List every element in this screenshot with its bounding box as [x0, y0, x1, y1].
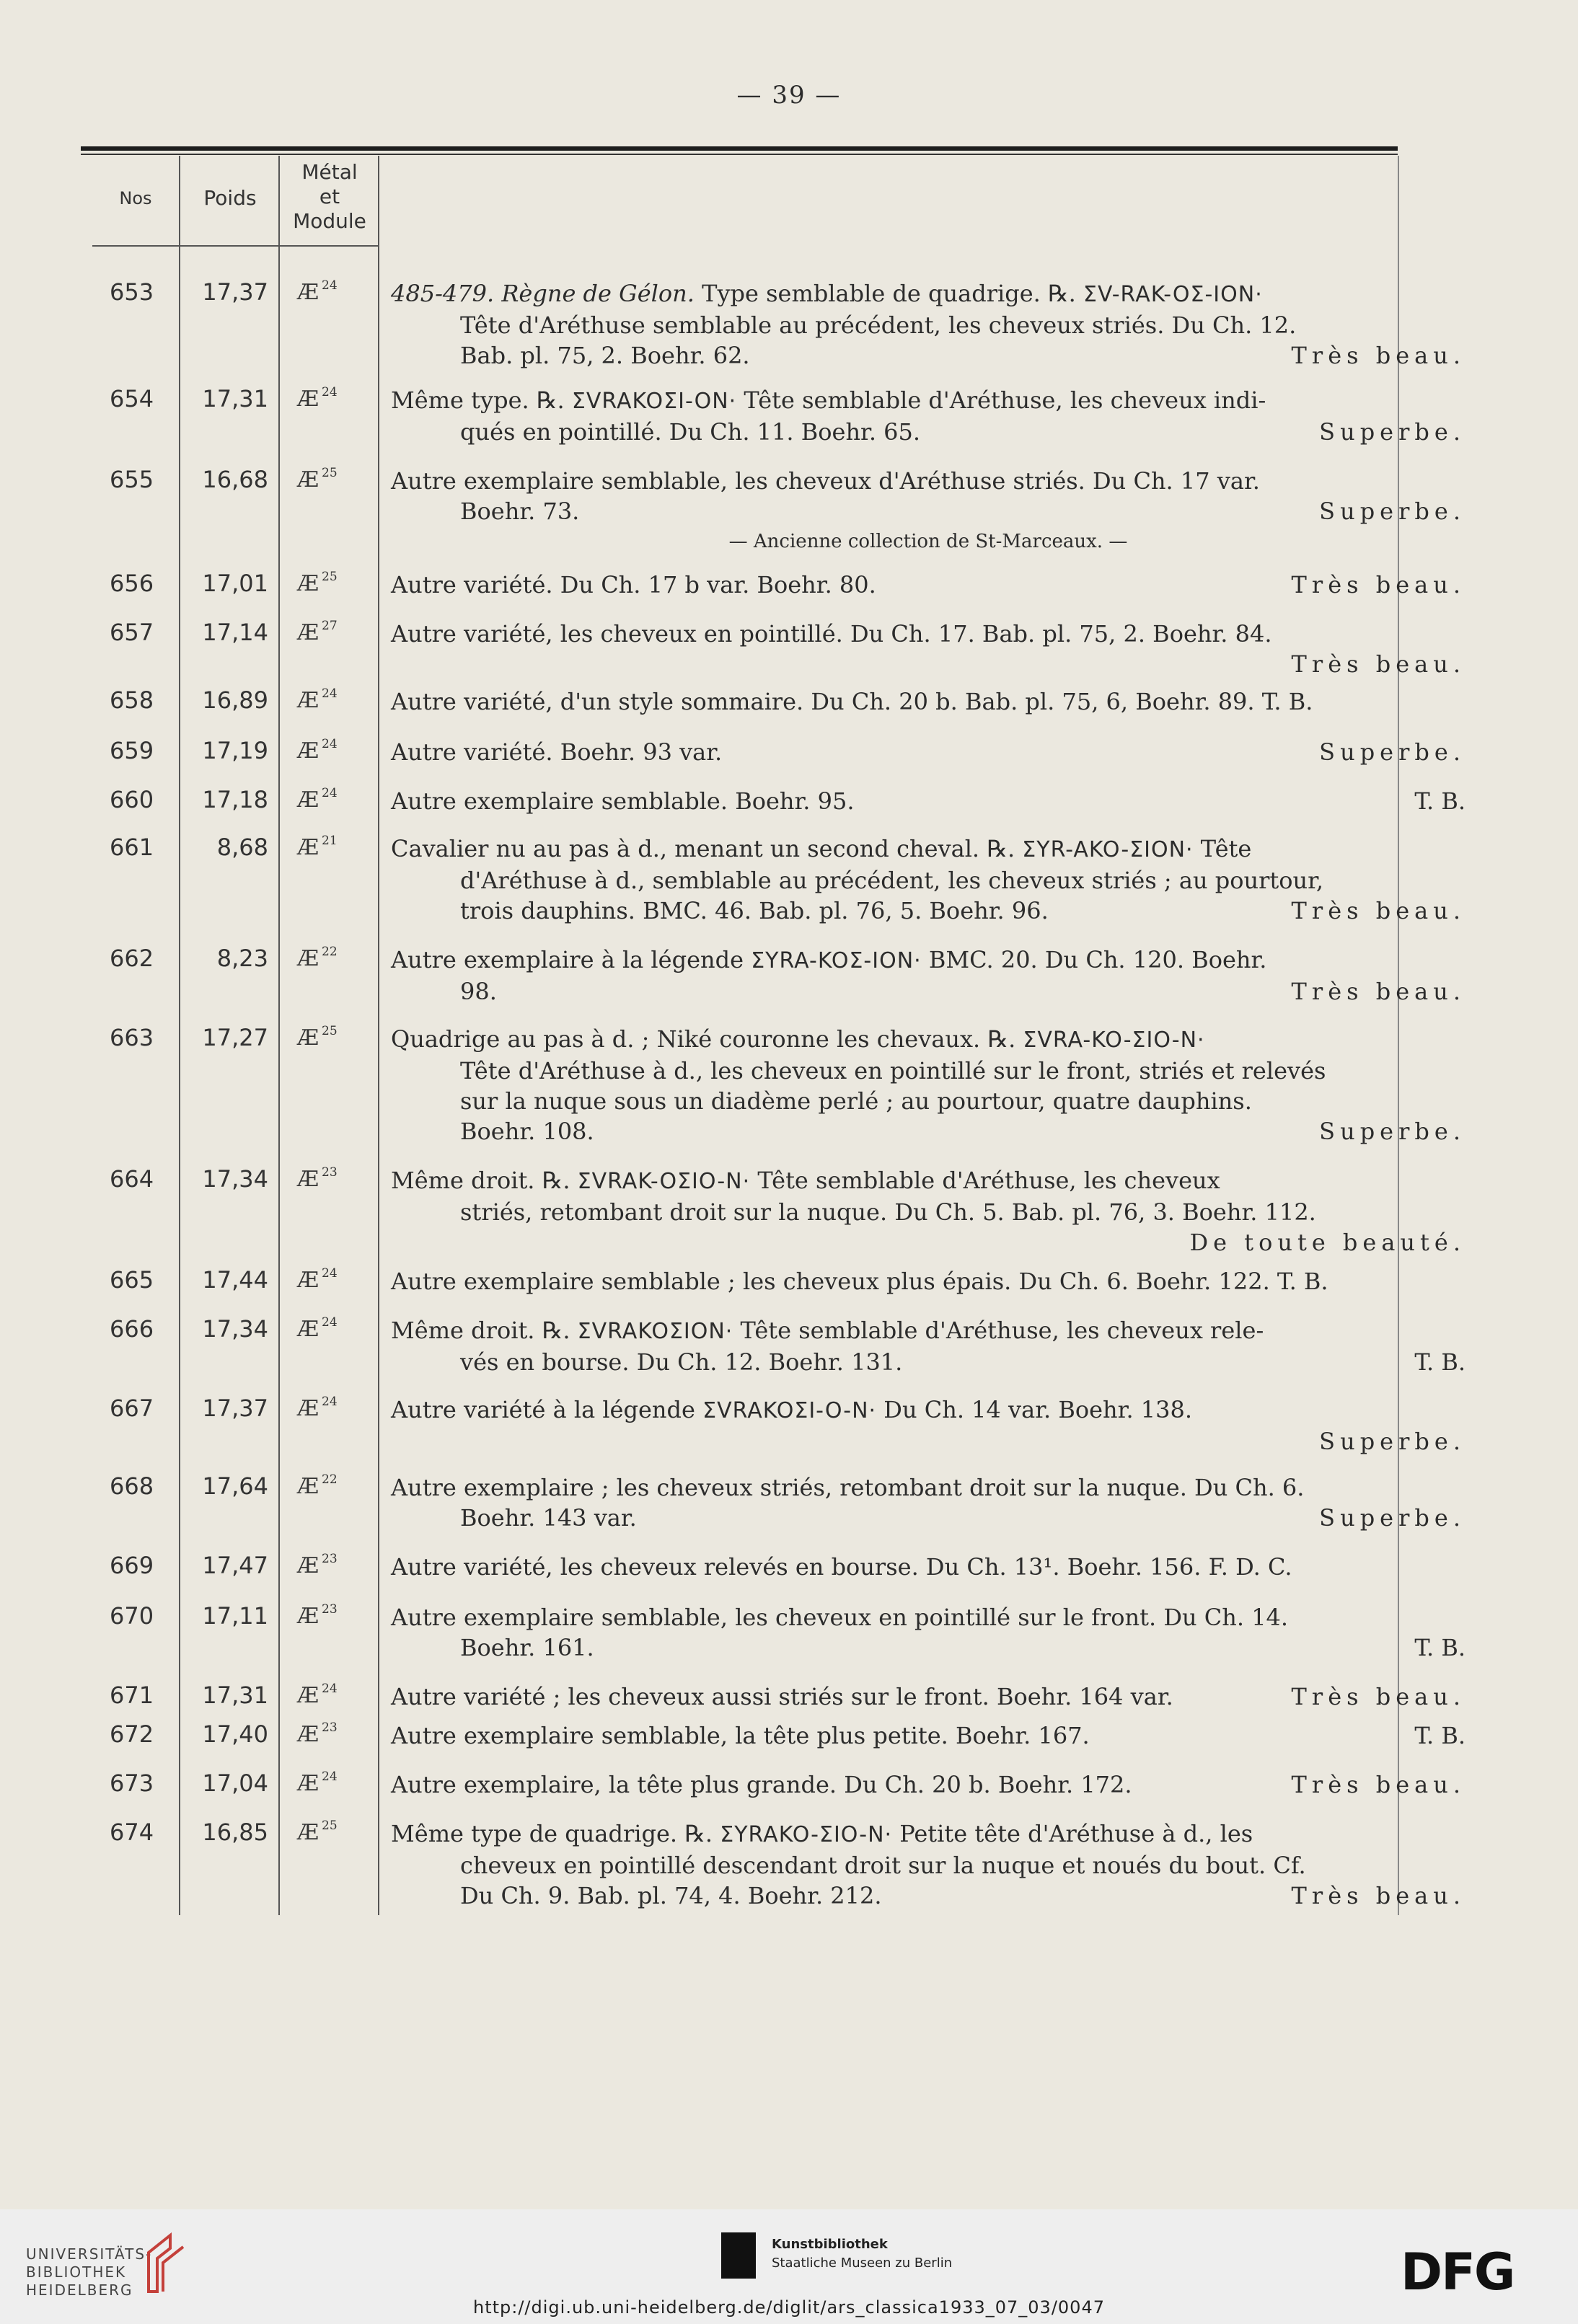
entry-number: 656 — [110, 570, 154, 597]
source-url-link[interactable]: http://digi.ub.uni-heidelberg.de/diglit/ars_classica1933_07_03/0047 — [472, 2297, 1105, 2318]
grade: Superbe. — [1319, 498, 1465, 525]
logo-text-line: HEIDELBERG — [26, 2281, 133, 2299]
coin-legend: ΣVRAKOΣION· — [577, 1319, 733, 1344]
desc-text: Même droit. ℞. — [391, 1167, 578, 1194]
provenance-note: — Ancienne collection de St-Marceaux. — — [728, 531, 1128, 552]
entry-metal — [297, 1552, 362, 1578]
entry-description — [391, 1395, 1465, 1457]
coin-legend: ΣVRA-KO-ΣIO-N· — [1023, 1028, 1205, 1053]
entry-weight: 17,44 — [202, 1266, 268, 1294]
metal-symbol: Æ — [297, 1722, 319, 1747]
desc-text: Boehr. 161. — [460, 1634, 594, 1661]
desc-text: Autre variété. Du Ch. 17 b var. Boehr. 80. — [391, 571, 876, 598]
column-divider — [378, 156, 379, 1915]
grade: Très beau. — [1291, 342, 1465, 369]
top-rule-thin — [81, 154, 1398, 155]
desc-text: Du Ch. 9. Bab. pl. 74, 4. Boehr. 212. — [460, 1882, 882, 1909]
module-size: 23 — [322, 1552, 338, 1566]
entry-weight: 16,89 — [202, 686, 268, 714]
entry-number: 670 — [110, 1602, 154, 1630]
module-size: 23 — [322, 1720, 338, 1735]
header-nos: Nos — [119, 188, 152, 208]
metal-symbol: Æ — [297, 620, 319, 645]
entry-number: 668 — [110, 1472, 154, 1500]
desc-line: Autre variété, d'un style sommaire. Du Ch. 20 b. Bab. pl. 75, 6, Boehr. 89. T. B. — [391, 688, 1313, 715]
entry-description — [391, 1819, 1465, 1911]
university-emblem-icon — [141, 2231, 192, 2296]
entry-weight: 17,47 — [202, 1552, 268, 1579]
entry-number: 666 — [110, 1315, 154, 1343]
entry-number: 673 — [110, 1769, 154, 1797]
entry-metal — [297, 1266, 362, 1293]
grade: Très beau. — [1291, 897, 1465, 924]
metal-symbol: Æ — [297, 1820, 319, 1845]
coin-legend: ΣVRAK-OΣIO-N· — [577, 1169, 751, 1194]
entry-weight: 17,40 — [202, 1720, 268, 1748]
entry-metal — [297, 686, 362, 713]
entry-weight: 17,34 — [202, 1315, 268, 1343]
desc-text: Même type de quadrige. ℞. — [391, 1820, 720, 1847]
entry-weight: 16,85 — [202, 1819, 268, 1846]
desc-text: Petite tête d'Aréthuse à d., les — [892, 1820, 1253, 1847]
metal-symbol: Æ — [297, 1604, 319, 1629]
entry-metal — [297, 385, 362, 412]
entry-number: 661 — [110, 834, 154, 861]
desc-text: BMC. 20. Du Ch. 120. Boehr. — [921, 946, 1267, 973]
desc-line: Autre exemplaire semblable ; les cheveux plus épais. Du Ch. 6. Boehr. 122. T. B. — [391, 1268, 1328, 1295]
header-poids: Poids — [203, 186, 257, 210]
desc-text: Tête — [1193, 835, 1252, 862]
footer-bar — [0, 2209, 1578, 2324]
entry-description — [391, 1682, 1465, 1712]
desc-text: Quadrige au pas à d. ; Niké couronne les chevaux. ℞. — [391, 1025, 1023, 1053]
entry-description — [391, 1266, 1465, 1296]
university-library-logo[interactable] — [26, 2245, 152, 2299]
entry-description — [391, 737, 1465, 767]
desc-line: d'Aréthuse à d., semblable au précédent, les cheveux striés ; au pourtour, — [460, 867, 1324, 894]
entry-description — [391, 834, 1465, 926]
entry-metal — [297, 1819, 362, 1845]
module-size: 25 — [322, 1024, 338, 1038]
module-size: 25 — [322, 1819, 338, 1833]
dfg-logo[interactable]: DFG — [1401, 2243, 1515, 2302]
metal-symbol: Æ — [297, 467, 319, 492]
entry-description — [391, 1720, 1465, 1751]
entry-metal — [297, 1165, 362, 1192]
logo-text-line: UNIVERSITÄTS- — [26, 2245, 153, 2263]
desc-line: sur la nuque sous un diadème perlé ; au pourtour, quatre dauphins. — [460, 1087, 1252, 1115]
desc-text: 98. — [460, 978, 497, 1005]
logo-text-line: BIBLIOTHEK — [26, 2263, 127, 2281]
entry-weight: 17,64 — [202, 1472, 268, 1500]
column-divider — [278, 156, 280, 1915]
header-metal — [281, 160, 378, 234]
module-size: 25 — [322, 466, 338, 480]
desc-text: Autre exemplaire à la légende — [391, 946, 751, 973]
metal-symbol: Æ — [297, 738, 319, 764]
module-size: 24 — [322, 1682, 338, 1696]
entry-number: 660 — [110, 786, 154, 813]
desc-line: Tête d'Aréthuse semblable au précédent, les cheveux striés. Du Ch. 12. — [460, 312, 1297, 339]
module-size: 24 — [322, 1315, 338, 1330]
metal-symbol: Æ — [297, 280, 319, 305]
metal-symbol: Æ — [297, 1683, 319, 1708]
module-size: 24 — [322, 786, 338, 800]
desc-text: Boehr. 73. — [460, 498, 580, 525]
desc-text: Tête semblable d'Aréthuse, les cheveux indi- — [736, 386, 1266, 414]
entry-weight: 17,37 — [202, 278, 268, 306]
entry-number: 672 — [110, 1720, 154, 1748]
desc-line: Autre exemplaire ; les cheveux striés, retombant droit sur la nuque. Du Ch. 6. — [391, 1474, 1305, 1501]
entry-metal — [297, 1602, 362, 1629]
entry-description — [391, 466, 1465, 557]
desc-line: Autre variété, les cheveux en pointillé. Du Ch. 17. Bab. pl. 75, 2. Boehr. 84. — [391, 620, 1272, 648]
entry-metal — [297, 570, 362, 596]
entry-description — [391, 1472, 1465, 1533]
coin-legend: ΣYRAKO-ΣIO-N· — [720, 1822, 893, 1847]
metal-symbol: Æ — [297, 1268, 319, 1293]
module-size: 22 — [322, 1472, 338, 1487]
metal-symbol: Æ — [297, 688, 319, 713]
entry-description — [391, 686, 1465, 717]
desc-line: Autre exemplaire semblable, les cheveux d'Aréthuse striés. Du Ch. 17 var. — [391, 467, 1260, 495]
entry-number: 659 — [110, 737, 154, 764]
entry-description — [391, 278, 1465, 371]
entry-number: 653 — [110, 278, 154, 306]
module-size: 21 — [322, 834, 338, 848]
entry-metal — [297, 1024, 362, 1051]
header-metal-line2: et — [319, 185, 340, 208]
module-size: 24 — [322, 686, 338, 701]
desc-line: Tête d'Aréthuse à d., les cheveux en pointillé sur le front, striés et relevés — [460, 1057, 1326, 1084]
metal-symbol: Æ — [297, 946, 319, 971]
grade: T. B. — [1414, 787, 1465, 815]
entry-number: 671 — [110, 1682, 154, 1709]
entry-description — [391, 1165, 1465, 1258]
entry-metal — [297, 737, 362, 764]
kunstbibliothek-label — [772, 2235, 952, 2273]
entry-description — [391, 570, 1465, 600]
entry-metal — [297, 619, 362, 645]
grade: Très beau. — [1291, 1683, 1465, 1710]
desc-text: Bab. pl. 75, 2. Boehr. 62. — [460, 342, 750, 369]
entry-description — [391, 945, 1465, 1007]
grade: T. B. — [1414, 1348, 1465, 1376]
metal-symbol: Æ — [297, 571, 319, 596]
grade: T. B. — [1414, 1634, 1465, 1661]
entry-description — [391, 1552, 1465, 1582]
entry-metal — [297, 1682, 362, 1708]
grade: T. B. — [1414, 1722, 1465, 1749]
desc-text: Autre variété à la légende — [391, 1396, 703, 1423]
desc-text: Même type. ℞. — [391, 386, 572, 414]
entry-weight: 17,31 — [202, 1682, 268, 1709]
metal-symbol: Æ — [297, 1317, 319, 1342]
desc-text: 485-479. Règne de Gélon. — [391, 280, 695, 307]
entry-metal — [297, 1472, 362, 1499]
desc-text: trois dauphins. BMC. 46. Bab. pl. 76, 5. Boehr. 96. — [460, 897, 1049, 924]
module-size: 24 — [322, 1266, 338, 1281]
entry-number: 658 — [110, 686, 154, 714]
desc-text: Autre variété. Boehr. 93 var. — [391, 738, 723, 766]
grade: Superbe. — [1319, 1118, 1465, 1145]
module-size: 24 — [322, 737, 338, 751]
entry-metal — [297, 1315, 362, 1342]
metal-symbol: Æ — [297, 1167, 319, 1192]
entry-number: 663 — [110, 1024, 154, 1051]
entry-weight: 17,18 — [202, 786, 268, 813]
entry-weight: 8,23 — [216, 945, 268, 972]
page-number: — 39 — — [736, 81, 842, 110]
desc-text: Même droit. ℞. — [391, 1317, 578, 1344]
desc-text: Autre exemplaire semblable. Boehr. 95. — [391, 787, 855, 815]
entry-number: 664 — [110, 1165, 154, 1193]
desc-text: Tête semblable d'Aréthuse, les cheveux rele- — [733, 1317, 1264, 1344]
coin-legend: ΣYRA-KOΣ-ION· — [751, 948, 922, 973]
desc-text: qués en pointillé. Du Ch. 11. Boehr. 65. — [460, 418, 921, 446]
grade: Superbe. — [1319, 1428, 1465, 1455]
entry-number: 662 — [110, 945, 154, 972]
entry-description — [391, 1024, 1465, 1146]
metal-symbol: Æ — [297, 1771, 319, 1796]
metal-symbol: Æ — [297, 787, 319, 813]
desc-text: Autre exemplaire, la tête plus grande. Du Ch. 20 b. Boehr. 172. — [391, 1771, 1132, 1798]
desc-text: Type semblable de quadrige. ℞. — [694, 280, 1084, 307]
desc-text: Boehr. 143 var. — [460, 1504, 637, 1532]
entry-weight: 17,04 — [202, 1769, 268, 1797]
entry-weight: 17,34 — [202, 1165, 268, 1193]
module-size: 24 — [322, 385, 338, 399]
grade: Superbe. — [1319, 418, 1465, 446]
entry-weight: 17,37 — [202, 1395, 268, 1422]
metal-symbol: Æ — [297, 1474, 319, 1499]
module-size: 24 — [322, 1769, 338, 1784]
grade: Très beau. — [1291, 1771, 1465, 1798]
entry-weight: 17,11 — [202, 1602, 268, 1630]
desc-text: Cavalier nu au pas à d., menant un second cheval. ℞. — [391, 835, 1023, 862]
entry-number: 654 — [110, 385, 154, 412]
module-size: 23 — [322, 1602, 338, 1617]
metal-symbol: Æ — [297, 1553, 319, 1578]
desc-text: vés en bourse. Du Ch. 12. Boehr. 131. — [460, 1348, 903, 1376]
desc-line: cheveux en pointillé descendant droit sur la nuque et noués du bout. Cf. — [460, 1852, 1306, 1879]
grade: Superbe. — [1319, 1504, 1465, 1532]
entry-number: 667 — [110, 1395, 154, 1422]
entry-metal — [297, 1720, 362, 1747]
header-metal-line1: Métal — [301, 160, 358, 184]
desc-text: Boehr. 108. — [460, 1118, 594, 1145]
entry-weight: 17,01 — [202, 570, 268, 597]
grade: Très beau. — [1291, 571, 1465, 598]
header-metal-line3: Module — [293, 209, 366, 233]
desc-text: Tête semblable d'Aréthuse, les cheveux — [750, 1167, 1220, 1194]
header-underline — [180, 245, 278, 247]
entry-weight: 16,68 — [202, 466, 268, 493]
module-size: 25 — [322, 570, 338, 584]
entry-number: 674 — [110, 1819, 154, 1846]
entry-weight: 17,27 — [202, 1024, 268, 1051]
entry-description — [391, 385, 1465, 447]
metal-symbol: Æ — [297, 386, 319, 412]
module-size: 24 — [322, 1395, 338, 1409]
entry-metal — [297, 1769, 362, 1796]
metal-symbol: Æ — [297, 1025, 319, 1051]
entry-description — [391, 1315, 1465, 1377]
metal-symbol: Æ — [297, 835, 319, 860]
entry-weight: 8,68 — [216, 834, 268, 861]
entry-metal — [297, 278, 362, 305]
kb-name: Kunstbibliothek — [772, 2237, 888, 2252]
desc-line: Autre variété, les cheveux relevés en bourse. Du Ch. 13¹. Boehr. 156. F. D. C. — [391, 1553, 1292, 1581]
module-size: 27 — [322, 619, 338, 633]
grade: Très beau. — [1291, 978, 1465, 1005]
entry-metal — [297, 945, 362, 971]
kb-subtitle: Staatliche Museen zu Berlin — [772, 2255, 953, 2271]
entry-number: 669 — [110, 1552, 154, 1579]
grade: Superbe. — [1319, 738, 1465, 766]
desc-text: Du Ch. 14 var. Boehr. 138. — [876, 1396, 1193, 1423]
header-underline — [92, 245, 179, 247]
grade: Très beau. — [1291, 650, 1465, 678]
entry-description — [391, 1602, 1465, 1663]
entry-weight: 17,19 — [202, 737, 268, 764]
entry-metal — [297, 1395, 362, 1421]
module-size: 23 — [322, 1165, 338, 1180]
module-size: 22 — [322, 945, 338, 959]
grade: De toute beauté. — [1189, 1229, 1465, 1256]
entry-metal — [297, 834, 362, 860]
metal-symbol: Æ — [297, 1396, 319, 1421]
entry-metal — [297, 466, 362, 492]
desc-text: Autre variété ; les cheveux aussi striés sur le front. Boehr. 164 var. — [391, 1683, 1173, 1710]
coin-legend: ΣVRAKOΣI-O-N· — [702, 1398, 877, 1423]
entry-metal — [297, 786, 362, 813]
entry-description — [391, 619, 1465, 679]
grade: Très beau. — [1291, 1882, 1465, 1909]
module-size: 24 — [322, 278, 338, 293]
entry-number: 657 — [110, 619, 154, 646]
entry-number: 655 — [110, 466, 154, 493]
coin-legend: ΣV-RAK-OΣ-ION· — [1083, 282, 1263, 307]
desc-line: Autre exemplaire semblable, les cheveux en pointillé sur le front. Du Ch. 14. — [391, 1604, 1289, 1631]
entry-description — [391, 786, 1465, 816]
entry-weight: 17,14 — [202, 619, 268, 646]
kunstbibliothek-logo-icon[interactable] — [721, 2232, 756, 2279]
coin-legend: ΣVRAKOΣI-ON· — [571, 389, 737, 414]
entry-number: 665 — [110, 1266, 154, 1294]
desc-line: striés, retombant droit sur la nuque. Du Ch. 5. Bab. pl. 76, 3. Boehr. 112. — [460, 1198, 1316, 1226]
entry-description — [391, 1769, 1465, 1800]
desc-text: Autre exemplaire semblable, la tête plus petite. Boehr. 167. — [391, 1722, 1090, 1749]
top-rule-thick — [81, 146, 1398, 151]
header-underline — [280, 245, 378, 247]
coin-legend: ΣYR-AKO-ΣION· — [1022, 837, 1194, 862]
entry-weight: 17,31 — [202, 385, 268, 412]
